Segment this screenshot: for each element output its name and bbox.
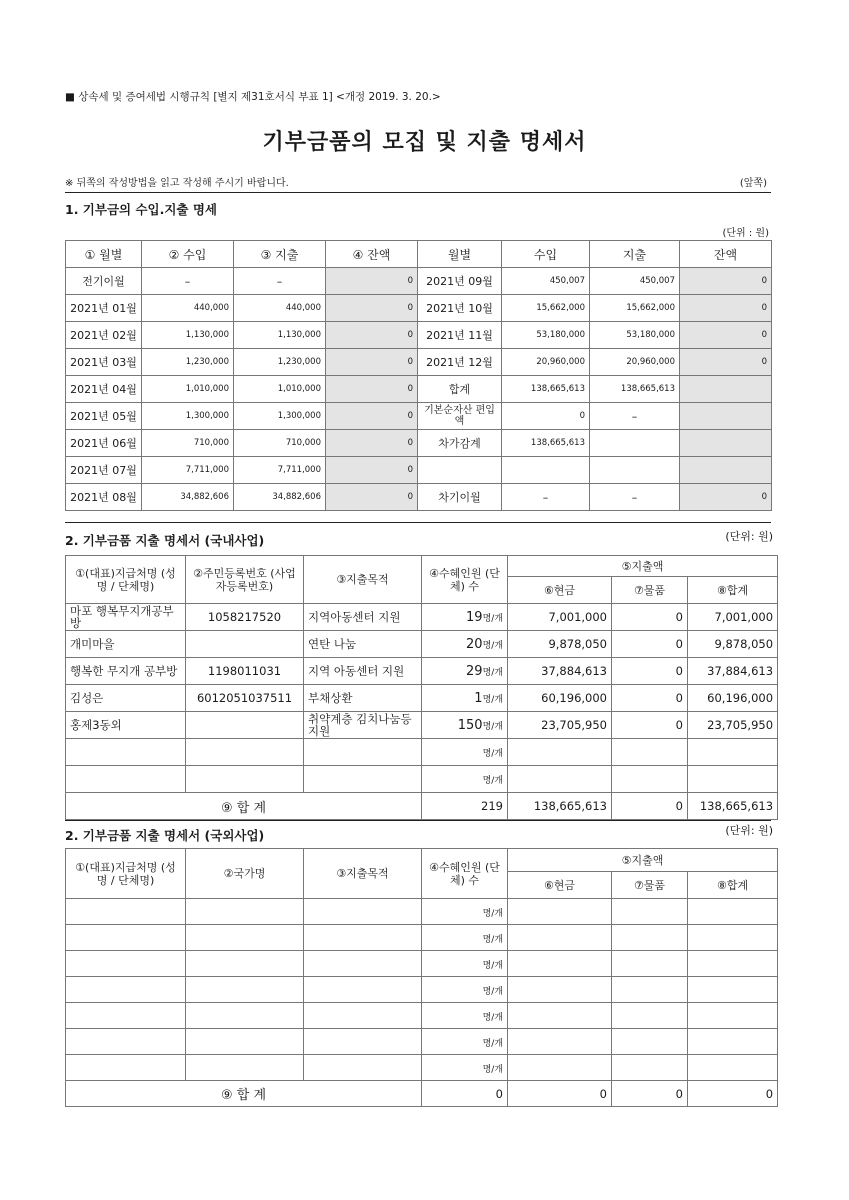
count-cell <box>422 685 508 712</box>
cash-cell <box>508 739 612 766</box>
table-cell: 7,711,000 <box>142 457 234 484</box>
header-total: ⑧합계 <box>688 872 778 899</box>
empty-cell <box>508 925 612 951</box>
regno-cell: 1198011031 <box>186 658 304 685</box>
table-cell: 0 <box>502 403 590 430</box>
table-cell: 1,010,000 <box>234 376 326 403</box>
table-cell: 138,665,613 <box>502 430 590 457</box>
total-cell: 37,884,613 <box>688 658 778 685</box>
column-header: ① 월별 <box>66 241 142 268</box>
table-cell <box>590 457 680 484</box>
table-cell: – <box>234 268 326 295</box>
regno-cell <box>186 631 304 658</box>
table-cell: 0 <box>326 457 418 484</box>
divider <box>65 820 771 821</box>
count-cell <box>422 1003 508 1029</box>
empty-cell <box>688 1003 778 1029</box>
goods-cell: 0 <box>612 685 688 712</box>
column-header: 지출 <box>590 241 680 268</box>
table-row <box>66 1055 778 1081</box>
table-cell: 20,960,000 <box>590 349 680 376</box>
count-cell <box>422 1029 508 1055</box>
table-cell: 0 <box>326 376 418 403</box>
divider <box>65 192 771 193</box>
count-unit: 명/개 <box>482 908 503 919</box>
table-cell: 2021년 01월 <box>66 295 142 322</box>
table-row <box>66 268 772 295</box>
cash-cell: 9,878,050 <box>508 631 612 658</box>
table-cell: 20,960,000 <box>502 349 590 376</box>
empty-cell <box>612 925 688 951</box>
section1-unit: (단위 : 원) <box>722 228 769 239</box>
empty-cell <box>304 977 422 1003</box>
table-cell: 0 <box>680 349 772 376</box>
header-cash: ⑥현금 <box>508 872 612 899</box>
table-cell: 0 <box>326 268 418 295</box>
table-cell: 138,665,613 <box>590 376 680 403</box>
table-row <box>66 457 772 484</box>
empty-cell <box>688 899 778 925</box>
table-row <box>66 295 772 322</box>
empty-cell <box>186 899 304 925</box>
table-cell: 2021년 03월 <box>66 349 142 376</box>
empty-cell <box>688 977 778 1003</box>
table-cell: 0 <box>680 268 772 295</box>
table-row <box>66 899 778 925</box>
count-unit: 명/개 <box>482 1064 503 1075</box>
table-header-row <box>66 241 772 268</box>
header-count: ④수혜인원 (단체) 수 <box>422 556 508 604</box>
count-unit: 명/개 <box>482 694 503 705</box>
table-cell: 34,882,606 <box>234 484 326 511</box>
table-cell: 1,230,000 <box>234 349 326 376</box>
table-row <box>66 951 778 977</box>
count-unit: 명/개 <box>482 1038 503 1049</box>
goods-cell: 0 <box>612 604 688 631</box>
table-cell: 34,882,606 <box>142 484 234 511</box>
total-cell <box>688 766 778 793</box>
section2-unit: (단위: 원) <box>725 530 773 543</box>
table-cell: 2021년 11월 <box>418 322 502 349</box>
sum-count: 219 <box>422 793 508 820</box>
table-cell: – <box>502 484 590 511</box>
table-cell: 0 <box>326 322 418 349</box>
table-cell: – <box>590 484 680 511</box>
empty-cell <box>304 1055 422 1081</box>
recipient-cell: 김성은 <box>66 685 186 712</box>
regno-cell: 6012051037511 <box>186 685 304 712</box>
empty-cell <box>186 977 304 1003</box>
total-cell <box>688 739 778 766</box>
cash-cell <box>508 766 612 793</box>
column-header: 수입 <box>502 241 590 268</box>
sum-row <box>66 793 778 820</box>
table-row <box>66 484 772 511</box>
count-value: 1 <box>474 690 483 706</box>
goods-cell <box>612 739 688 766</box>
header-amount: ⑤지출액 <box>508 849 778 872</box>
table-cell: 1,130,000 <box>234 322 326 349</box>
count-unit: 명/개 <box>482 934 503 945</box>
sum-total: 138,665,613 <box>688 793 778 820</box>
empty-cell <box>186 1055 304 1081</box>
regno-cell: 1058217520 <box>186 604 304 631</box>
recipient-cell <box>66 766 186 793</box>
count-unit: 명/개 <box>482 748 503 759</box>
empty-cell <box>304 899 422 925</box>
count-unit: 명/개 <box>482 721 503 732</box>
table-row <box>66 739 778 766</box>
page-side-label: (앞쪽) <box>739 178 767 189</box>
count-unit: 명/개 <box>482 960 503 971</box>
empty-cell <box>186 951 304 977</box>
empty-cell <box>612 899 688 925</box>
domestic-expense-table <box>65 555 778 820</box>
page-title: 기부금품의 모집 및 지출 명세서 <box>262 130 587 155</box>
recipient-cell: 개미마을 <box>66 631 186 658</box>
table-cell: 0 <box>326 349 418 376</box>
table-row <box>66 376 772 403</box>
regno-cell <box>186 739 304 766</box>
purpose-cell: 지역아동센터 지원 <box>304 604 422 631</box>
table-cell: 0 <box>326 430 418 457</box>
goods-cell: 0 <box>612 631 688 658</box>
sum-total: 0 <box>688 1081 778 1107</box>
table-cell: 0 <box>326 295 418 322</box>
empty-cell <box>66 925 186 951</box>
table-row <box>66 349 772 376</box>
table-cell: 450,007 <box>502 268 590 295</box>
table-cell: – <box>142 268 234 295</box>
count-cell <box>422 739 508 766</box>
table-cell <box>680 457 772 484</box>
column-header: 잔액 <box>680 241 772 268</box>
table-row <box>66 604 778 631</box>
count-cell <box>422 658 508 685</box>
table-cell <box>418 457 502 484</box>
header-regno: ②주민등록번호 (사업자등록번호) <box>186 556 304 604</box>
column-header: ④ 잔액 <box>326 241 418 268</box>
table-cell: 15,662,000 <box>590 295 680 322</box>
sum-goods: 0 <box>612 793 688 820</box>
table-row <box>66 1029 778 1055</box>
count-cell <box>422 631 508 658</box>
purpose-cell: 부채상환 <box>304 685 422 712</box>
table-cell: 1,230,000 <box>142 349 234 376</box>
sum-label: ⑨ 합 계 <box>66 793 422 820</box>
count-unit: 명/개 <box>482 613 503 624</box>
table-cell: 0 <box>326 484 418 511</box>
count-unit: 명/개 <box>482 986 503 997</box>
count-cell <box>422 899 508 925</box>
recipient-cell: 마포 행복무지개공부방 <box>66 604 186 631</box>
table-cell: 2021년 09월 <box>418 268 502 295</box>
empty-cell <box>688 925 778 951</box>
regno-cell <box>186 712 304 739</box>
section1-title: 1. 기부금의 수입.지출 명세 <box>65 202 218 217</box>
table-cell <box>590 430 680 457</box>
table-cell <box>502 457 590 484</box>
empty-cell <box>66 1055 186 1081</box>
goods-cell: 0 <box>612 658 688 685</box>
table-cell: 1,130,000 <box>142 322 234 349</box>
count-cell <box>422 951 508 977</box>
table-cell: 15,662,000 <box>502 295 590 322</box>
table-cell: 차기이월 <box>418 484 502 511</box>
empty-cell <box>508 1029 612 1055</box>
empty-cell <box>508 977 612 1003</box>
header-amount: ⑤지출액 <box>508 556 778 577</box>
recipient-cell <box>66 739 186 766</box>
table-cell: 2021년 08월 <box>66 484 142 511</box>
purpose-cell <box>304 739 422 766</box>
table-row <box>66 685 778 712</box>
sum-cash: 138,665,613 <box>508 793 612 820</box>
header-goods: ⑦물품 <box>612 872 688 899</box>
table-cell: 2021년 10월 <box>418 295 502 322</box>
empty-cell <box>186 1029 304 1055</box>
total-cell: 60,196,000 <box>688 685 778 712</box>
goods-cell: 0 <box>612 712 688 739</box>
divider <box>65 522 771 523</box>
sum-cash: 0 <box>508 1081 612 1107</box>
table-cell: – <box>590 403 680 430</box>
cash-cell: 23,705,950 <box>508 712 612 739</box>
header-count: ④수혜인원 (단체) 수 <box>422 849 508 899</box>
sum-label: ⑨ 합 계 <box>66 1081 422 1107</box>
column-header: ③ 지출 <box>234 241 326 268</box>
overseas-expense-table <box>65 848 778 1107</box>
table-cell: 440,000 <box>234 295 326 322</box>
table-cell: 7,711,000 <box>234 457 326 484</box>
sum-goods: 0 <box>612 1081 688 1107</box>
purpose-cell: 지역 아동센터 지원 <box>304 658 422 685</box>
table-cell: 2021년 06월 <box>66 430 142 457</box>
count-unit: 명/개 <box>482 640 503 651</box>
header-purpose: ③지출목적 <box>304 556 422 604</box>
count-unit: 명/개 <box>482 775 503 786</box>
table-cell: 53,180,000 <box>502 322 590 349</box>
empty-cell <box>66 1003 186 1029</box>
count-cell <box>422 766 508 793</box>
empty-cell <box>508 951 612 977</box>
count-cell <box>422 1055 508 1081</box>
empty-cell <box>612 1003 688 1029</box>
sum-row <box>66 1081 778 1107</box>
recipient-cell: 홍제3동외 <box>66 712 186 739</box>
empty-cell <box>508 1055 612 1081</box>
table-cell: 2021년 05월 <box>66 403 142 430</box>
table-row <box>66 430 772 457</box>
cash-cell: 60,196,000 <box>508 685 612 712</box>
empty-cell <box>66 899 186 925</box>
empty-cell <box>304 925 422 951</box>
table-cell: 전기이월 <box>66 268 142 295</box>
empty-cell <box>186 1003 304 1029</box>
table-cell <box>680 430 772 457</box>
count-unit: 명/개 <box>482 1012 503 1023</box>
header-purpose: ③지출목적 <box>304 849 422 899</box>
table-cell: 710,000 <box>142 430 234 457</box>
section3-unit: (단위: 원) <box>725 824 773 837</box>
table-cell: 차가감계 <box>418 430 502 457</box>
table-row <box>66 925 778 951</box>
count-value: 20 <box>466 636 483 652</box>
table-row <box>66 977 778 1003</box>
purpose-cell: 취약계층 김치나눔등 지원 <box>304 712 422 739</box>
empty-cell <box>688 1055 778 1081</box>
table-cell: 1,300,000 <box>142 403 234 430</box>
empty-cell <box>688 1029 778 1055</box>
column-header: 월별 <box>418 241 502 268</box>
table-row <box>66 658 778 685</box>
table-cell: 2021년 07월 <box>66 457 142 484</box>
table-cell: 138,665,613 <box>502 376 590 403</box>
empty-cell <box>508 1003 612 1029</box>
table-cell: 2021년 02월 <box>66 322 142 349</box>
empty-cell <box>66 1029 186 1055</box>
count-value: 150 <box>457 717 483 733</box>
instruction-note: ※ 뒤쪽의 작성방법을 읽고 작성해 주시기 바랍니다. <box>65 178 289 189</box>
table-cell <box>680 403 772 430</box>
empty-cell <box>612 1029 688 1055</box>
table-cell: 기본순자산 편입액 <box>418 403 502 430</box>
empty-cell <box>66 977 186 1003</box>
purpose-cell: 연탄 나눔 <box>304 631 422 658</box>
recipient-cell: 행복한 무지개 공부방 <box>66 658 186 685</box>
table-cell: 0 <box>680 295 772 322</box>
table-cell: 450,007 <box>590 268 680 295</box>
header-recipient: ①(대표)지급처명 (성명 / 단체명) <box>66 556 186 604</box>
table-cell: 2021년 04월 <box>66 376 142 403</box>
table-cell: 0 <box>680 322 772 349</box>
count-value: 29 <box>466 663 483 679</box>
count-cell <box>422 712 508 739</box>
purpose-cell <box>304 766 422 793</box>
table-cell: 53,180,000 <box>590 322 680 349</box>
empty-cell <box>66 951 186 977</box>
table-cell: 0 <box>680 484 772 511</box>
table-cell: 440,000 <box>142 295 234 322</box>
table-row <box>66 631 778 658</box>
empty-cell <box>612 1055 688 1081</box>
table-row <box>66 1003 778 1029</box>
table-cell: 0 <box>326 403 418 430</box>
count-cell <box>422 604 508 631</box>
empty-cell <box>612 951 688 977</box>
count-cell <box>422 977 508 1003</box>
table-row <box>66 403 772 430</box>
table-cell: 1,300,000 <box>234 403 326 430</box>
table-cell: 1,010,000 <box>142 376 234 403</box>
empty-cell <box>304 1003 422 1029</box>
table-cell: 2021년 12월 <box>418 349 502 376</box>
empty-cell <box>612 977 688 1003</box>
section2-title: 2. 기부금품 지출 명세서 (국내사업) <box>65 533 265 548</box>
count-unit: 명/개 <box>482 667 503 678</box>
regno-cell <box>186 766 304 793</box>
table-row <box>66 766 778 793</box>
empty-cell <box>688 951 778 977</box>
header-cash: ⑥현금 <box>508 577 612 604</box>
sum-count: 0 <box>422 1081 508 1107</box>
header-recipient: ①(대표)지급처명 (성명 / 단체명) <box>66 849 186 899</box>
form-number: ■ 상속세 및 증여세법 시행규칙 [별지 제31호서식 부표 1] <개정 2019. 3. 20.> <box>65 91 441 103</box>
empty-cell <box>304 1029 422 1055</box>
total-cell: 9,878,050 <box>688 631 778 658</box>
cash-cell: 37,884,613 <box>508 658 612 685</box>
count-value: 19 <box>466 609 483 625</box>
total-cell: 7,001,000 <box>688 604 778 631</box>
empty-cell <box>186 925 304 951</box>
table-cell: 710,000 <box>234 430 326 457</box>
count-cell <box>422 925 508 951</box>
empty-cell <box>508 899 612 925</box>
header-goods: ⑦물품 <box>612 577 688 604</box>
cash-cell: 7,001,000 <box>508 604 612 631</box>
empty-cell <box>304 951 422 977</box>
total-cell: 23,705,950 <box>688 712 778 739</box>
table-cell: 합계 <box>418 376 502 403</box>
header-country: ②국가명 <box>186 849 304 899</box>
table-cell <box>680 376 772 403</box>
header-total: ⑧합계 <box>688 577 778 604</box>
section3-title: 2. 기부금품 지출 명세서 (국외사업) <box>65 828 265 843</box>
column-header: ② 수입 <box>142 241 234 268</box>
income-expense-table <box>65 240 772 511</box>
table-row <box>66 322 772 349</box>
goods-cell <box>612 766 688 793</box>
table-row <box>66 712 778 739</box>
